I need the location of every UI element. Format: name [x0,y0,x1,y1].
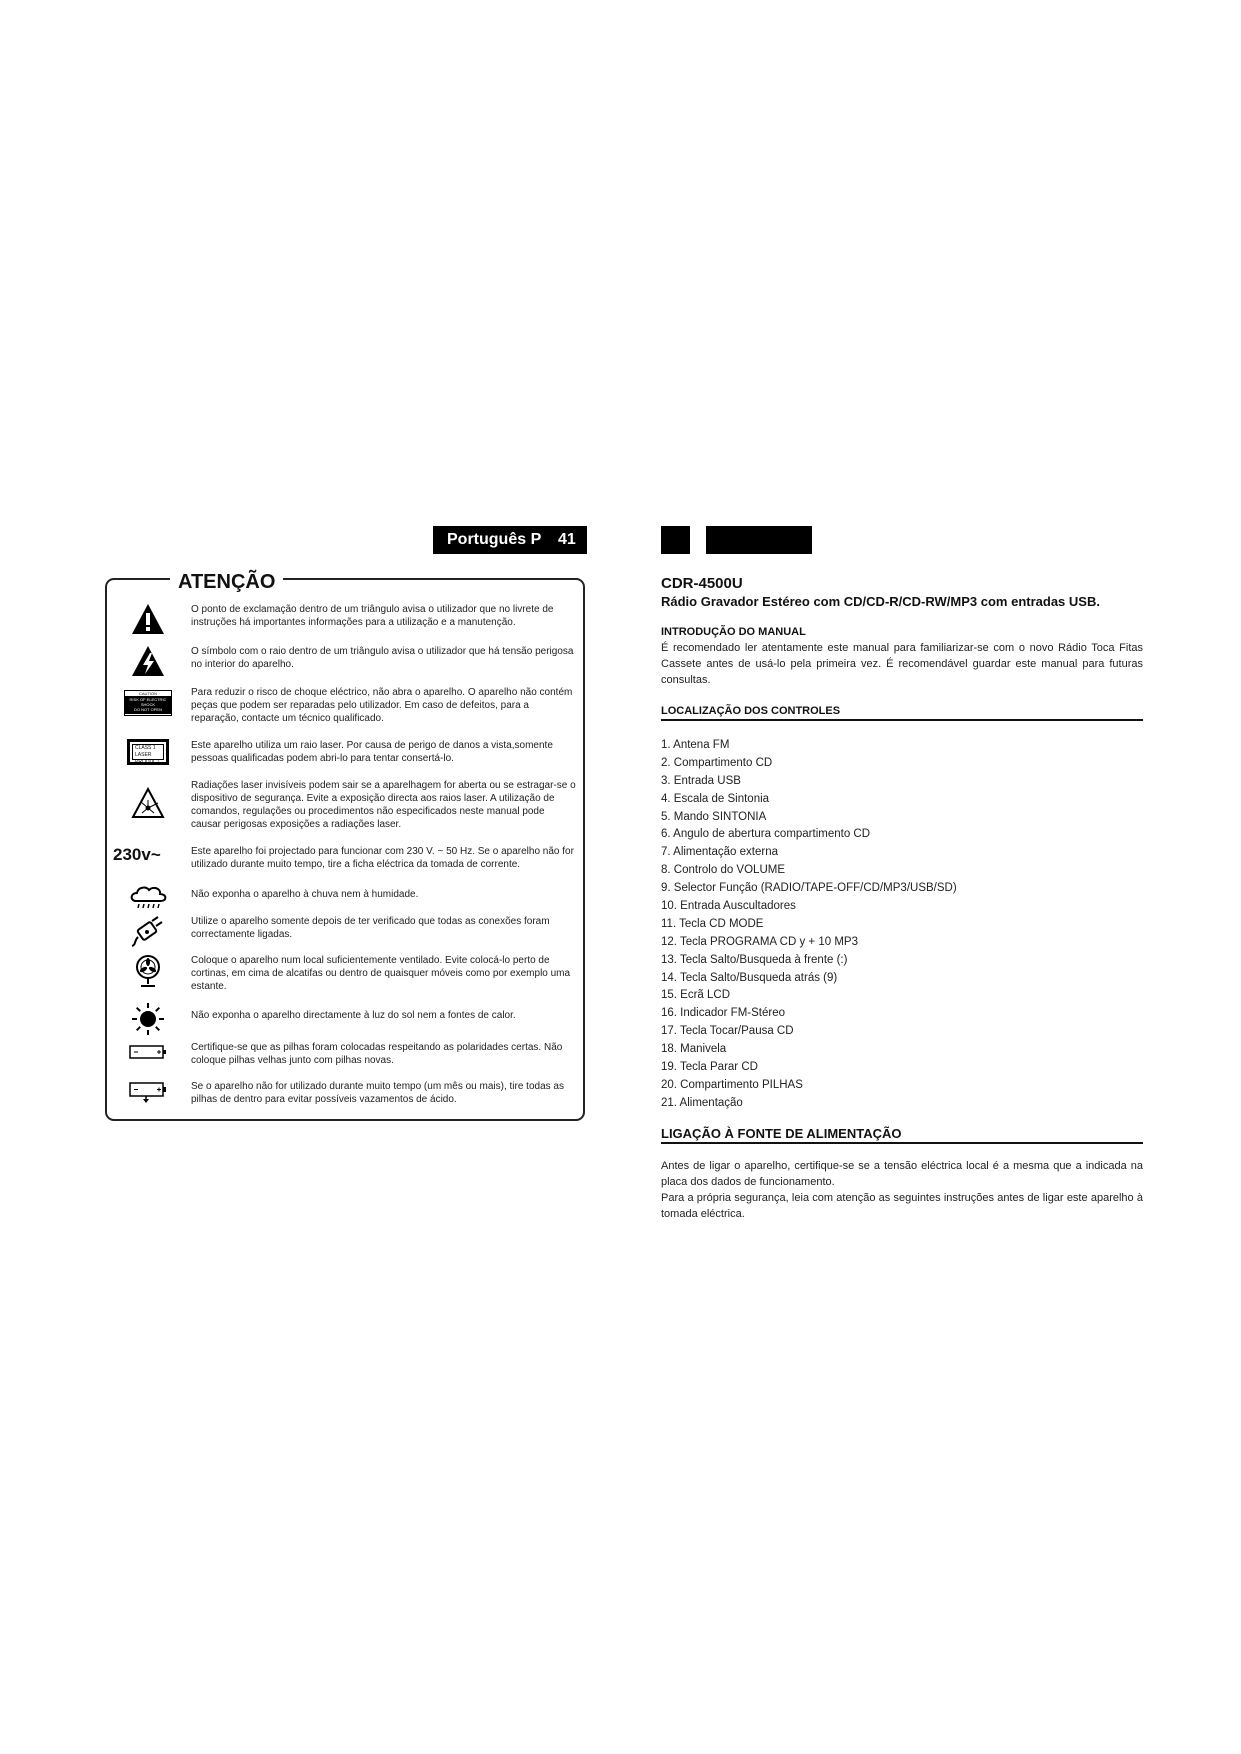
list-item: 5. Mando SINTONIA [661,810,767,823]
warning-text: Se o aparelho não for utilizado durante muito tempo (um mês ou mais), tire todas as pilhas de dentro para evitar possíveis vazamentos de ácido. [191,1081,564,1105]
warning-text: Este aparelho foi projectado para funcionar com 230 V. ~ 50 Hz. Se o aparelho não for utilizado durante muito tempo, tire a ficha eléctrica da tomada de corrente. [191,846,574,870]
list-item: 17. Tecla Tocar/Pausa CD [661,1025,794,1038]
intro-text: É recomendado ler atentamente este manual para familiarizar-se com o novo Rádio Toca Fitas Cassete antes de usá-lo pela primeira vez. É recomendável guardar este manual para futuras consultas. [661,642,1143,686]
warning-text: Certifique-se que as pilhas foram colocadas respeitando as polaridades certas. Não coloque pilhas velhas junto com pilhas novas. [191,1042,563,1066]
power-heading: LIGAÇÃO À FONTE DE ALIMENTAÇÃO [661,1126,902,1141]
power-text-2: Para a própria segurança, leia com atenção as seguintes instruções antes de ligar este aparelho à tomada eléctrica. [661,1192,1143,1220]
warning-text: Não exponha o aparelho directamente à luz do sol nem a fontes de calor. [191,1010,516,1021]
list-item: 8. Controlo do VOLUME [661,864,786,877]
language-label: Português P [447,531,542,548]
caution-label-icon: CAUTION RISK OF ELECTRIC SHOCK DO NOT OPEN [113,686,183,726]
list-item: 12. Tecla PROGRAMA CD y + 10 MP3 [661,935,858,948]
product-model: CDR-4500U [661,575,743,592]
header-black-square [661,526,690,554]
list-item: 19. Tecla Parar CD [661,1061,758,1074]
list-item: 21. Alimentação [661,1096,743,1109]
power-rule [661,1142,1143,1144]
voltage-label: 230v~ [113,845,161,864]
list-item: 2. Compartimento CD [661,756,773,769]
laser-radiation-icon [113,787,183,827]
warning-text: Este aparelho utiliza um raio laser. Por causa de perigo de danos a vista,somente pessoas qualificadas podem abri-lo para tentar consertá-lo. [191,740,553,764]
list-item: 11. Tecla CD MODE [661,917,764,930]
list-item: 6. Angulo de abertura compartimento CD [661,828,871,841]
controls-list [661,737,957,1113]
list-item: 18. Manivela [661,1043,727,1056]
page-number: 41 [558,531,576,548]
fan-ventilation-icon [113,954,183,994]
list-item: 14. Tecla Salto/Busqueda atrás (9) [661,971,838,984]
battery-icon [113,1041,183,1081]
warning-text: Para reduzir o risco de choque eléctrico, não abra o aparelho. O aparelho não contém peças que podem ser reparadas pelo utilizador. Em caso de defeitos, para a reparação, contacte um técnico qualificado. [191,687,573,724]
warning-text: O símbolo com o raio dentro de um triângulo avisa o utilizador que há tensão perigosa no interior do aparelho. [191,646,574,670]
intro-heading: INTRODUÇÃO DO MANUAL [661,626,806,638]
warning-text: Radiações laser invisíveis podem sair se a aparelhagem for aberta ou se estragar-se o dispositivo de segurança. Evite a exposição directa aos raios laser. A utilização de comandos, regulações ou procedimentos não especificados neste manual pode causar perigosas exposições a radiações laser. [191,780,576,830]
warning-text: Utilize o aparelho somente depois de ter verificado que todas as conexões foram correctamente ligadas. [191,916,550,940]
list-item: 20. Compartimento PILHAS [661,1078,803,1091]
warning-title: ATENÇÃO [170,570,283,594]
language-header-bar [433,526,587,554]
sun-icon [113,1002,183,1042]
warning-text: Não exponha o aparelho à chuva nem à humidade. [191,889,419,900]
power-text-1: Antes de ligar o aparelho, certifique-se se a tensão eléctrica local é a mesma que a indicada na placa dos dados de funcionamento. [661,1160,1143,1188]
product-subtitle: Rádio Gravador Estéreo com CD/CD-R/CD-RW/MP3 com entradas USB. [661,594,1100,609]
list-item: 10. Entrada Auscultadores [661,900,796,913]
list-item: 15. Ecrã LCD [661,989,731,1002]
warning-text: Coloque o aparelho num local suficientemente ventilado. Evite colocá-lo perto de cortinas, em cima de alcatifas ou dentro de quaisquer móveis como por exemplo uma estante. [191,955,571,992]
list-item: 13. Tecla Salto/Busqueda à frente (:) [661,953,848,966]
battery-remove-icon [113,1080,183,1120]
voltage-icon [113,845,183,885]
lightning-triangle-icon [113,645,183,685]
plug-icon [113,915,183,955]
warning-text: O ponto de exclamação dentro de um triângulo avisa o utilizador que no livrete de instruções há importantes informações para a utilização e a manutenção. [191,604,554,628]
list-item: 3. Entrada USB [661,774,741,787]
list-item: 7. Alimentação externa [661,846,778,859]
class1-laser-label-icon: CLASS 1 LASER PRODUCT [113,739,183,779]
list-item: 9. Selector Função (RADIO/TAPE-OFF/CD/MP3/USB/SD) [661,882,957,895]
list-item: 1. Antena FM [661,739,730,751]
list-item: 16. Indicador FM-Stéreo [661,1007,786,1020]
controls-rule [661,719,1143,721]
header-black-bar [706,526,812,554]
exclamation-triangle-icon [113,603,183,643]
controls-heading: LOCALIZAÇÃO DOS CONTROLES [661,705,841,717]
list-item: 4. Escala de Sintonia [661,792,770,805]
